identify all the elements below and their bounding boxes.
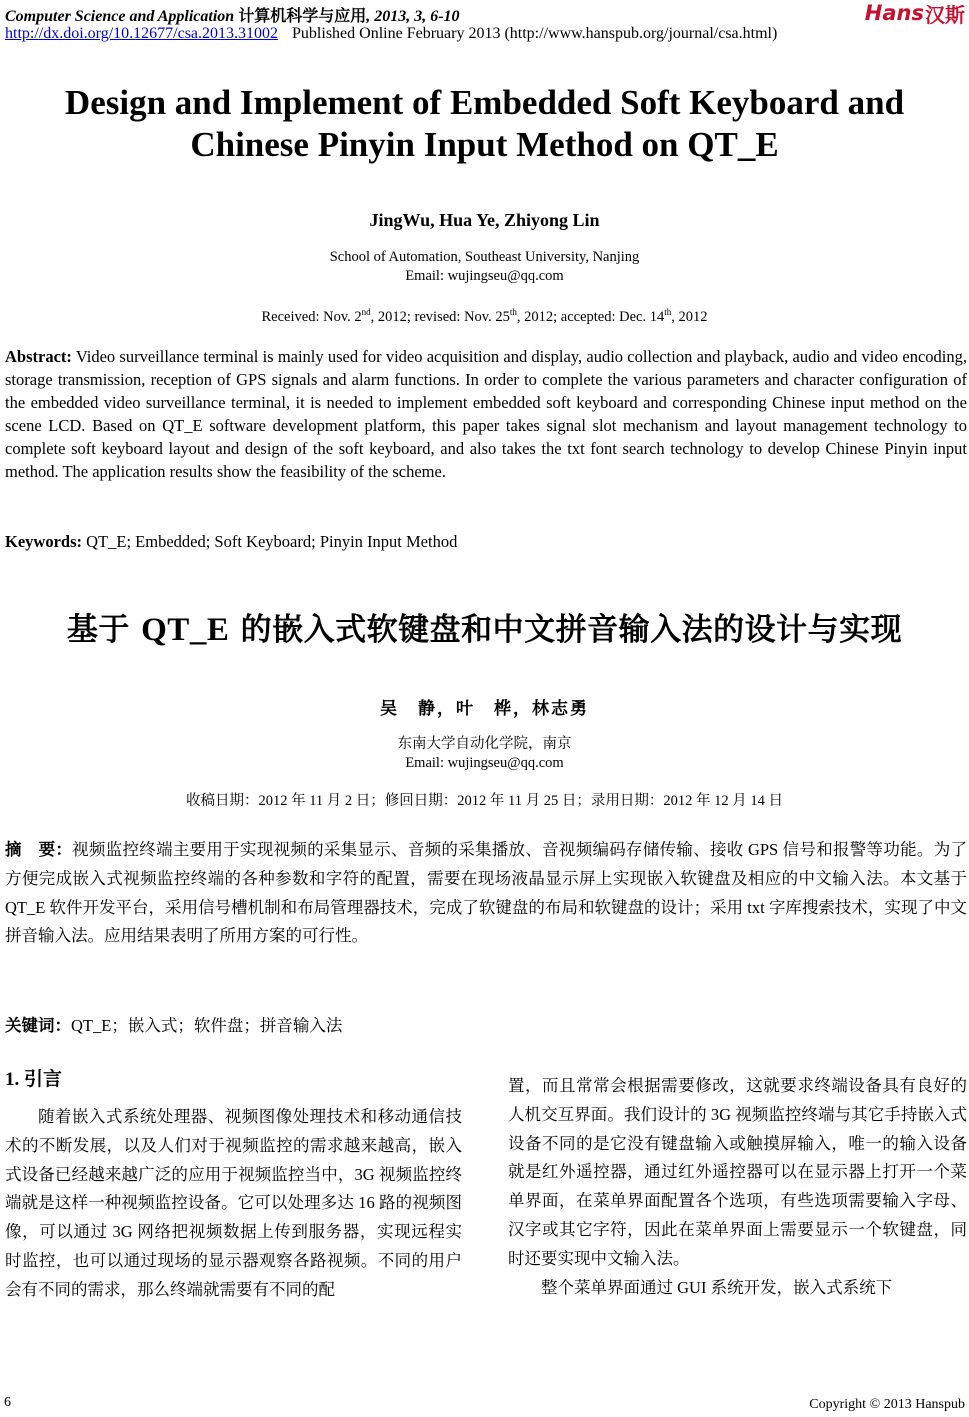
- section-number: 1.: [5, 1069, 24, 1090]
- affiliation-block-en: [0, 248, 969, 286]
- keywords-label-en: Keywords:: [5, 532, 82, 551]
- date-received-sup: nd: [361, 307, 371, 317]
- journal-issue: , 2013, 3, 6-10: [366, 8, 460, 25]
- date-accepted-sup: th: [664, 307, 672, 317]
- affiliation-cn: 东南大学自动化学院，南京: [397, 736, 572, 752]
- copyright: Copyright © 2013 Hanspub: [809, 1397, 965, 1412]
- title-line-2: Chinese Pinyin Input Method on QT_E: [190, 125, 779, 164]
- authors-cn: 吴 静，叶 桦，林志勇: [380, 699, 589, 719]
- title-line-1: Design and Implement of Embedded Soft Keyboard and: [64, 83, 905, 122]
- abstract-label-cn: 摘 要：: [5, 840, 73, 859]
- keywords-text-cn: QT_E；嵌入式；软件盘；拼音输入法: [71, 1016, 343, 1035]
- abstract-label-en: Abstract:: [5, 347, 72, 366]
- title-cn-pre: 基于: [66, 612, 142, 648]
- abstract-cn: [5, 836, 967, 951]
- title-cn-en: QT_E: [141, 612, 230, 648]
- journal-header: [5, 3, 460, 26]
- body-paragraph: 随着嵌入式系统处理器、视频图像处理技术和移动通信技术的不断发展，以及人们对于视频监控的需求越来越高，嵌入式设备已经越来越广泛的应用于视频监控当中，3G 视频监控终端就是这样一种视频监控设备。它可以处理多达 16 路的视频图像，可以通过 3G 网络把视频数据上传到服务器，实现远程实时监控，也可以通过现场的显示器观察各路视频。不同的用户会有不同的需求，那么终端就需要有不同的配: [5, 1107, 462, 1299]
- title-cn-post: 的嵌入式软键盘和中文拼音输入法的设计与实现: [229, 612, 903, 648]
- hans-logo: [865, 0, 965, 26]
- date-received: Received: Nov. 2: [261, 308, 362, 325]
- keywords-cn: [5, 1012, 967, 1041]
- dates-cn: 收稿日期：2012 年 11 月 2 日；修回日期：2012 年 11 月 25 日；录用日期：2012 年 12 月 14 日: [185, 793, 784, 809]
- affiliation-en: School of Automation, Southeast University, Nanjing: [329, 249, 640, 265]
- email-cn: Email: wujingseu@qq.com: [405, 755, 564, 771]
- email-en: Email: wujingseu@qq.com: [405, 268, 564, 284]
- abstract-text-cn: 视频监控终端主要用于实现视频的采集显示、音频的采集播放、音视频编码存储传输、接收 GPS 信号和报警等功能。为了方便完成嵌入式视频监控终端的各种参数和字符的配置，需要在现场液晶显示屏上实现嵌入软键盘及相应的中文输入法。本文基于 QT_E 软件开发平台，采用信号槽机制和布局管理器技术，完成了软键盘的布局和软键盘的设计；采用 txt 字库搜索技术，实现了中文拼音输入法。应用结果表明了所用方案的可行性。: [5, 840, 967, 946]
- date-year: , 2012: [671, 308, 708, 325]
- abstract-text-en: Video surveillance terminal is mainly used for video acquisition and display, audio collection and playback, audio and video encoding, storage transmission, reception of GPS signals and alarm functions. In order to complete the various parameters and character configuration of the embedded video surveillance terminal, it is needed to implement embedded soft keyboard and corresponding Chinese input method on the scene LCD. Based on QT_E software development platform, this paper takes signal slot mechanism and layout management technology to complete soft keyboard layout and design of the soft keyboard, and also takes the txt font search technology to develop Chinese Pinyin input method. The application results show the feasibility of the scheme.: [5, 347, 967, 481]
- page-number: 6: [4, 1395, 11, 1410]
- date-revised: , 2012; revised: Nov. 25: [370, 308, 510, 325]
- doi-link[interactable]: http://dx.doi.org/10.12677/csa.2013.31002: [5, 25, 279, 42]
- body-paragraph: 置，而且常常会根据需要修改，这就要求终端设备具有良好的人机交互界面。我们设计的 3G 视频监控终端与其它手持嵌入式设备不同的是它没有键盘输入或触摸屏输入，唯一的输入设备就是红外遥控器，通过红外遥控器可以在显示器上打开一个菜单界面，在菜单界面配置各个选项，有些选项需要输入字母、汉字或其它字符，因此在菜单界面上需要显示一个软键盘，同时还要实现中文输入法。: [508, 1076, 967, 1268]
- dates-en: [0, 303, 969, 327]
- section-title: 引言: [24, 1068, 63, 1090]
- doi-line: [5, 25, 777, 43]
- keywords-label-cn: 关键词：: [5, 1016, 71, 1035]
- journal-name-cn: 计算机科学与应用: [238, 8, 367, 25]
- paper-title-en: [0, 82, 969, 166]
- abstract-en: [5, 345, 967, 483]
- date-revised-sup: th: [509, 307, 517, 317]
- body-paragraph: 整个菜单界面通过 GUI 系统开发，嵌入式系统下: [541, 1277, 893, 1297]
- date-accepted: , 2012; accepted: Dec. 14: [516, 308, 665, 325]
- body-column-left: [5, 1103, 462, 1305]
- affiliation-block-cn: [0, 735, 969, 773]
- body-column-right: [508, 1072, 967, 1302]
- section-heading: [5, 1064, 62, 1091]
- published-online: Published Online February 2013 (http://www.hanspub.org/journal/csa.html): [292, 25, 778, 42]
- keywords-en: [5, 530, 967, 553]
- logo-text-cn: 汉斯: [925, 2, 965, 27]
- keywords-text-en: QT_E; Embedded; Soft Keyboard; Pinyin Input Method: [82, 532, 458, 551]
- journal-name-en: Computer Science and Application: [5, 8, 235, 25]
- paper-title-cn: [0, 604, 969, 649]
- logo-text-en: Hans: [864, 1, 924, 25]
- authors-en: JingWu, Hua Ye, Zhiyong Lin: [369, 210, 600, 230]
